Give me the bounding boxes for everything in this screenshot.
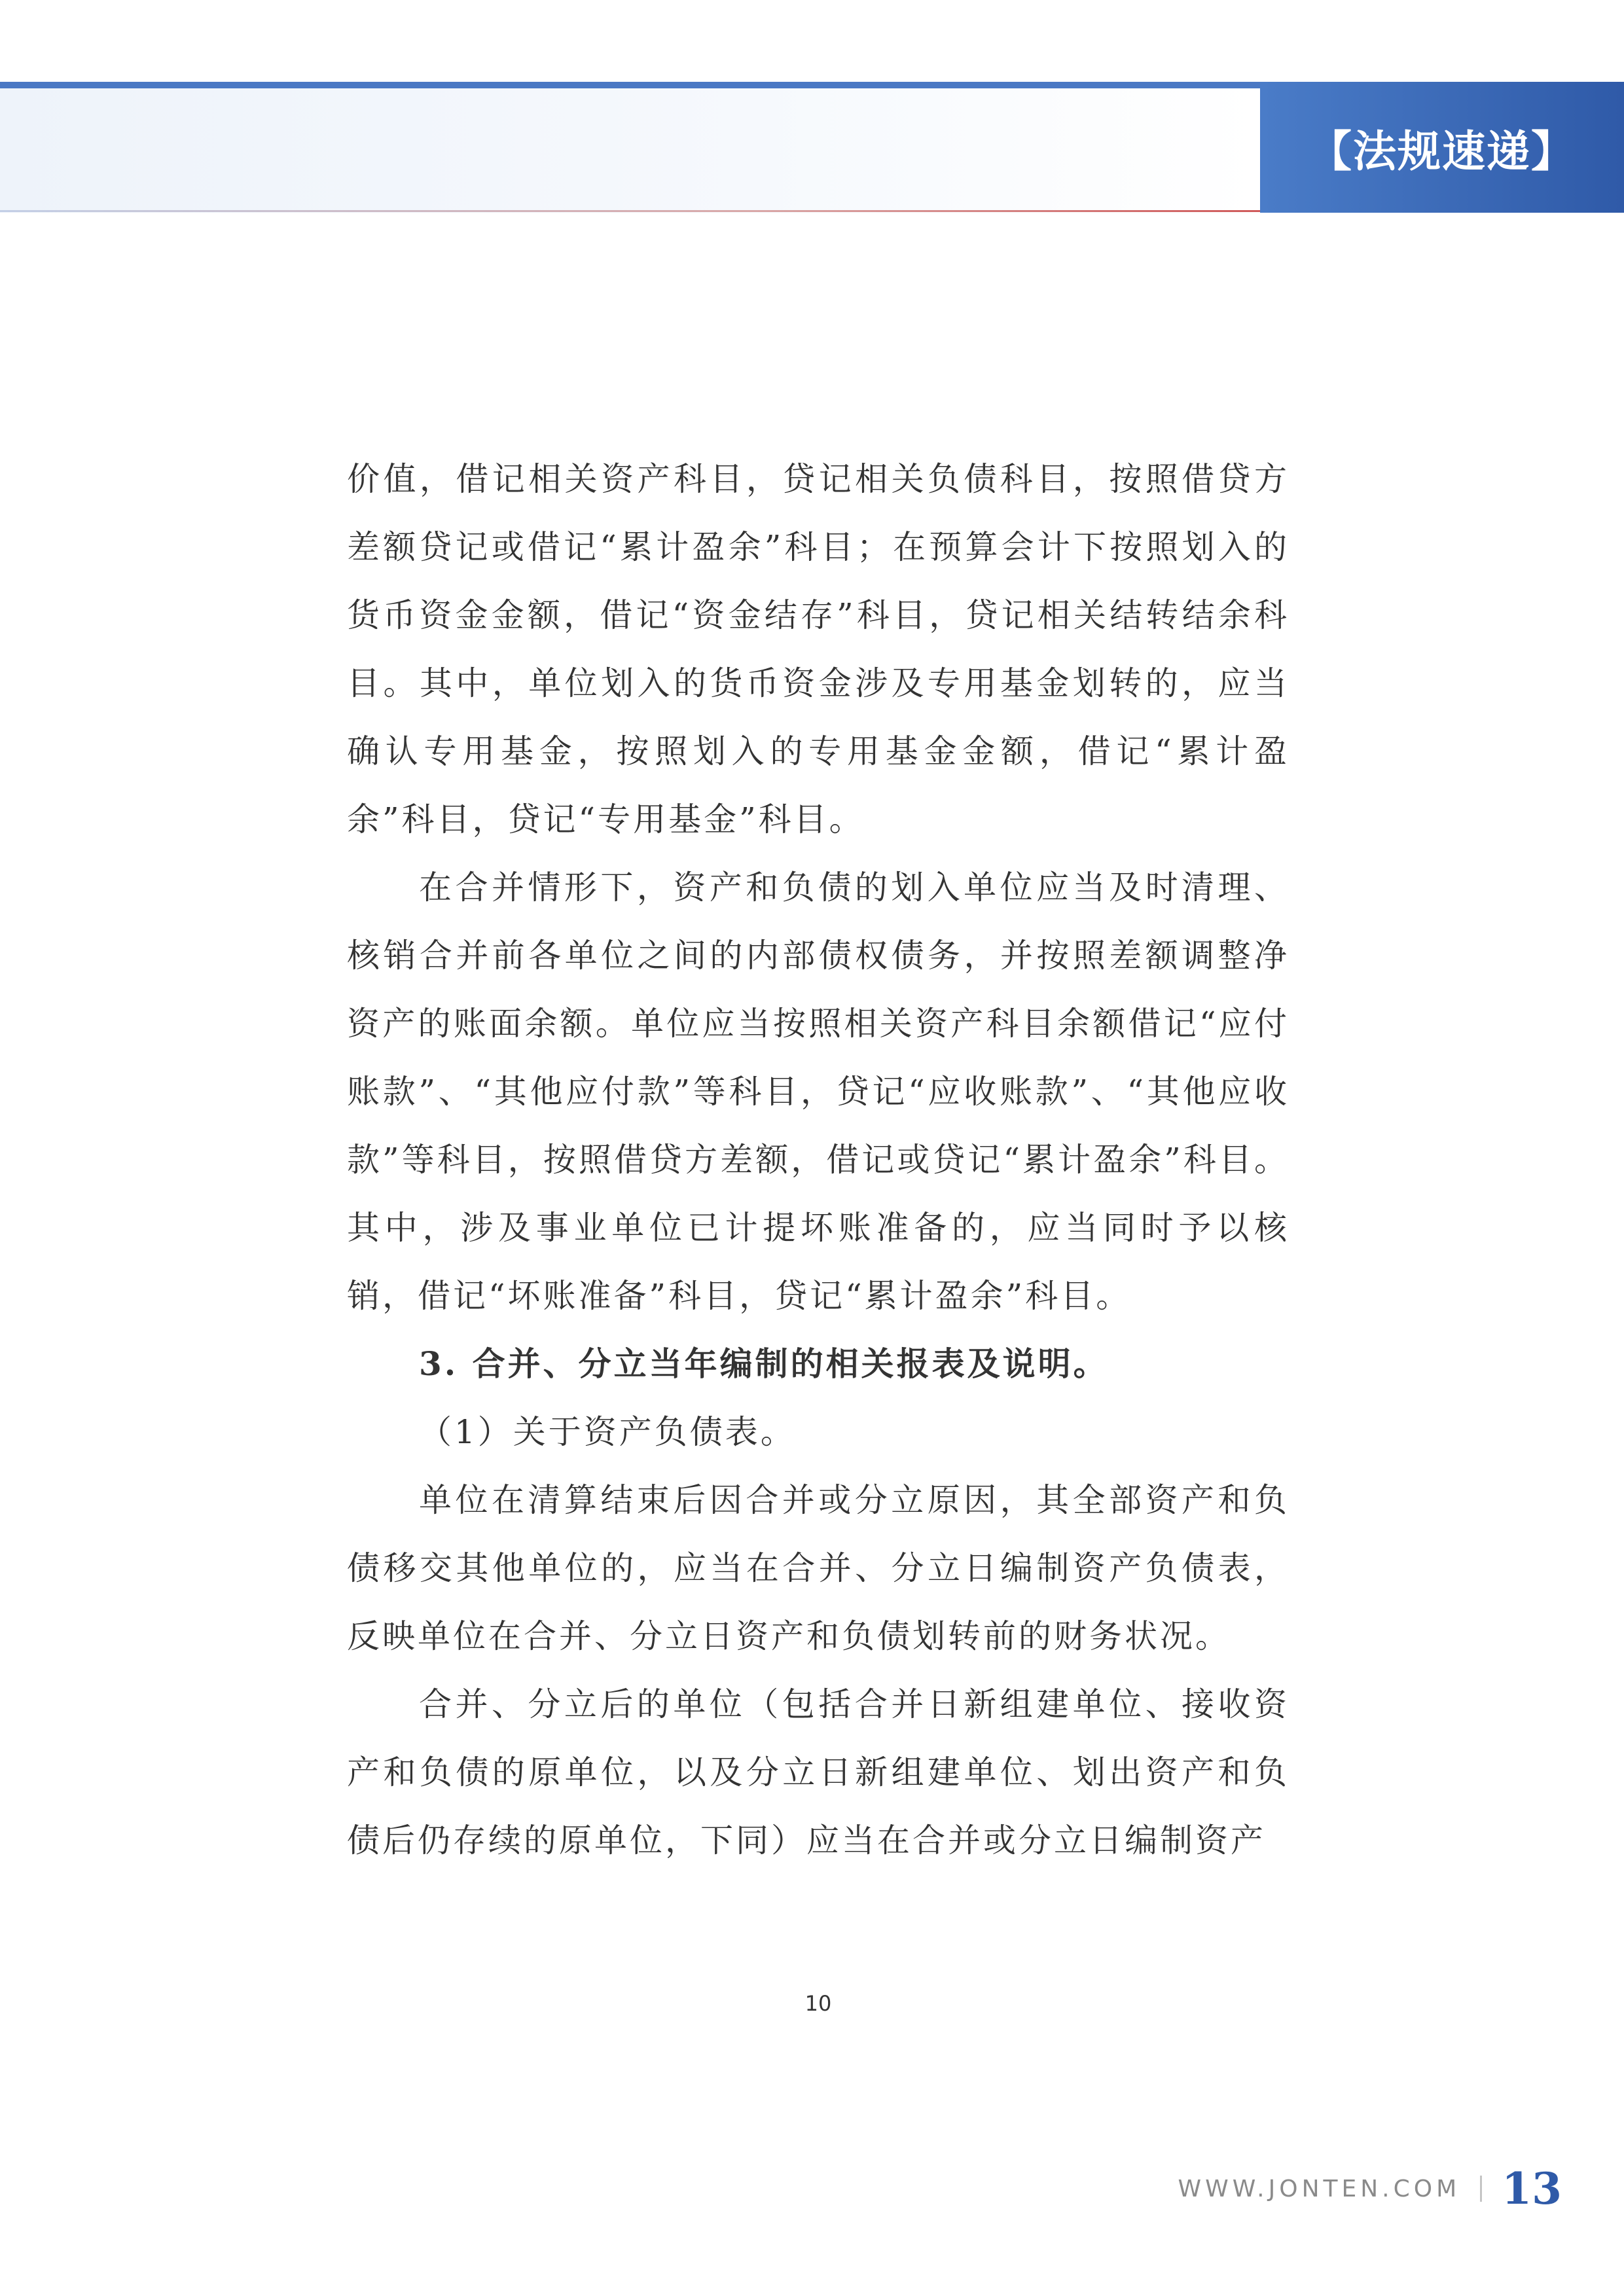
- header-bottom-rule: [0, 210, 1260, 212]
- sub-heading: （1）关于资产负债表。: [419, 1413, 796, 1451]
- body-text: [347, 445, 1290, 1874]
- inner-page-number: 10: [804, 1991, 832, 2016]
- header-band: [0, 82, 1260, 213]
- paragraph: 在合并情形下，资产和负债的划入单位应当及时清理、核销合并前各单位之间的内部债权债务，并按照差额调整净资产的账面余额。单位应当按照相关资产科目余额借记“应付账款”、“其他应付款”等科目，贷记“应收账款”、“其他应收款”等科目，按照借贷方差额，借记或贷记“累计盈余”科目。其中，涉及事业单位已计提坏账准备的，应当同时予以核销，借记“坏账准备”科目，贷记“累计盈余”科目。: [347, 869, 1290, 1315]
- paragraph-continued: 价值，借记相关资产科目，贷记相关负债科目，按照借贷方差额贷记或借记“累计盈余”科目；在预算会计下按照划入的货币资金金额，借记“资金结存”科目，贷记相关结转结余科目。其中，单位划入的货币资金涉及专用基金划转的，应当确认专用基金，按照划入的专用基金金额，借记“累计盈余”科目，贷记“专用基金”科目。: [347, 460, 1290, 838]
- footer-divider: [1480, 2176, 1482, 2202]
- section-heading: 3. 合并、分立当年编制的相关报表及说明。: [419, 1344, 1109, 1383]
- header-top-rule: [0, 82, 1260, 88]
- footer: [1178, 2163, 1562, 2214]
- paragraph: 合并、分立后的单位（包括合并日新组建单位、接收资产和负债的原单位，以及分立日新组建单位、划出资产和负债后仍存续的原单位，下同）应当在合并或分立日编制资产: [347, 1685, 1290, 1859]
- website-link[interactable]: WWW.JONTEN.COM: [1178, 2175, 1461, 2202]
- section-tag: 【法规速递】: [1260, 82, 1624, 213]
- paragraph: 单位在清算结束后因合并或分立原因，其全部资产和负债移交其他单位的，应当在合并、分立日编制资产负债表，反映单位在合并、分立日资产和负债划转前的财务状况。: [347, 1481, 1290, 1655]
- page-number: 13: [1502, 2163, 1562, 2214]
